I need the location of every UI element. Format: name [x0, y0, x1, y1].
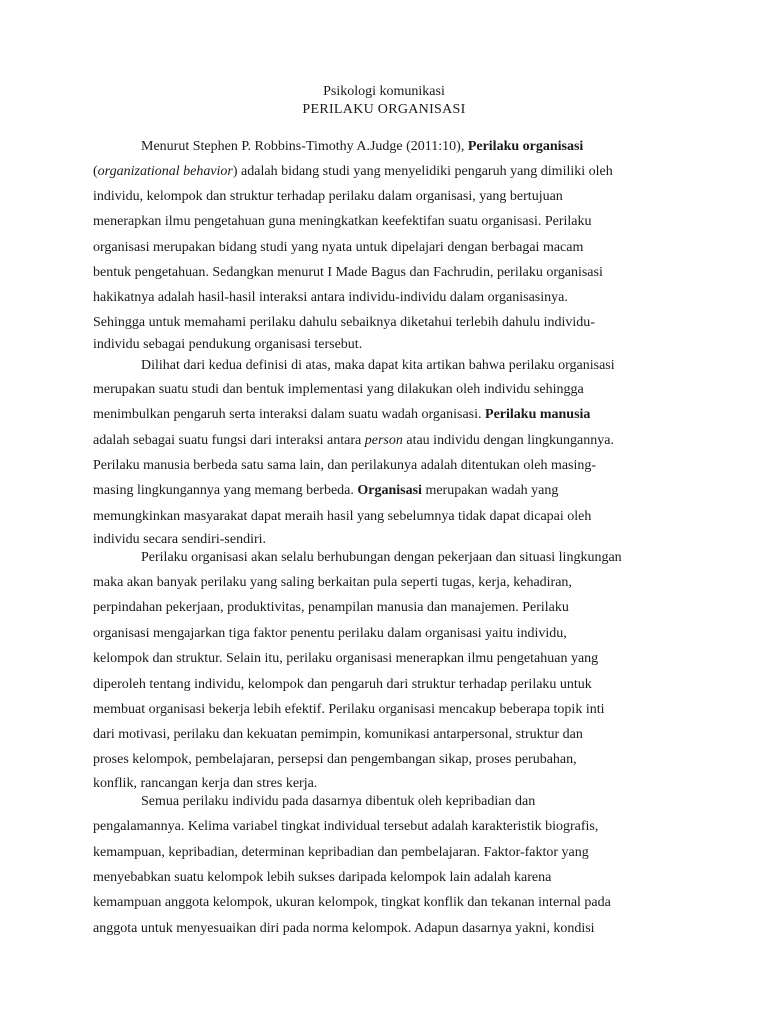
text-run: Perilaku organisasi akan selalu berhubungan dengan pekerjaan dan situasi lingkungan	[141, 550, 622, 565]
text-run: Perilaku manusia berbeda satu sama lain, dan perilakunya adalah ditentukan oleh masing-	[93, 458, 597, 473]
text-run: individu sebagai pendukung organisasi tersebut.	[93, 337, 363, 352]
text-run: memungkinkan masyarakat dapat meraih hasil yang sebelumnya tidak dapat dicapai oleh	[93, 509, 592, 524]
paragraph-line	[93, 574, 572, 591]
paragraph-line	[93, 650, 598, 667]
paragraph-line	[93, 894, 611, 911]
paragraph-line	[93, 701, 605, 718]
paragraph-line	[93, 432, 614, 449]
text-run: individu secara sendiri-sendiri.	[93, 532, 267, 547]
paragraph-line	[93, 920, 595, 937]
text-run: menimbulkan pengaruh serta interaksi dalam suatu wadah organisasi.	[93, 407, 486, 422]
text-run: anggota untuk menyesuaikan diri pada norma kelompok. Adapun dasarnya yakni, kondisi	[93, 921, 595, 936]
text-run: adalah sebagai suatu fungsi dari interaksi antara	[93, 433, 365, 448]
text-run: membuat organisasi bekerja lebih efektif. Perilaku organisasi mencakup beberapa topik inti	[93, 702, 605, 717]
paragraph-line	[93, 336, 362, 353]
text-run: Semua perilaku individu pada dasarnya dibentuk oleh kepribadian dan	[141, 794, 536, 809]
paragraph-line	[93, 625, 567, 642]
paragraph-line	[93, 239, 583, 256]
paragraph-line	[141, 793, 535, 810]
paragraph-line	[93, 869, 551, 886]
text-run: dari motivasi, perilaku dan kekuatan pemimpin, komunikasi antarpersonal, struktur dan	[93, 727, 583, 742]
text-run: bentuk pengetahuan. Sedangkan menurut I Made Bagus dan Fachrudin, perilaku organisasi	[93, 265, 603, 280]
text-run: (	[93, 164, 98, 179]
text-run: Dilihat dari kedua definisi di atas, maka dapat kita artikan bahwa perilaku organisasi	[141, 358, 615, 373]
text-run: kemampuan anggota kelompok, ukuran kelompok, tingkat konflik dan tekanan internal pada	[93, 895, 611, 910]
document-title: Psikologi komunikasi	[323, 84, 445, 99]
paragraph-line	[93, 188, 563, 205]
text-run: maka akan banyak perilaku yang saling berkaitan pula seperti tugas, kerja, kehadiran,	[93, 575, 572, 590]
paragraph-line	[141, 549, 622, 566]
text-run: Sehingga untuk memahami perilaku dahulu sebaiknya diketahui terlebih dahulu individu-	[93, 315, 595, 330]
text-run: ) adalah bidang studi yang menyelidiki pengaruh yang dimiliki oleh	[232, 164, 613, 179]
text-run: menerapkan ilmu pengetahuan guna meningkatkan keefektifan suatu organisasi. Perilaku	[93, 214, 592, 229]
paragraph-line	[93, 457, 596, 474]
paragraph-line	[93, 508, 591, 525]
paragraph-line	[93, 406, 590, 423]
paragraph-line	[93, 314, 595, 331]
text-run: individu, kelompok dan struktur terhadap perilaku dalam organisasi, yang bertujuan	[93, 189, 563, 204]
bold-term: Perilaku organisasi	[467, 139, 584, 154]
text-run: konflik, rancangan kerja dan stres kerja.	[93, 776, 318, 791]
text-run: organisasi merupakan bidang studi yang nyata untuk dipelajari dengan berbagai macam	[93, 240, 584, 255]
paragraph-line	[93, 531, 266, 548]
text-run: organisasi mengajarkan tiga faktor penentu perilaku dalam organisasi yaitu individu,	[93, 626, 567, 641]
paragraph-line	[93, 163, 613, 180]
text-run: merupakan wadah yang	[421, 483, 559, 498]
paragraph-line	[93, 775, 317, 792]
paragraph-line	[93, 213, 592, 230]
document-subtitle: PERILAKU ORGANISASI	[302, 102, 466, 117]
text-run: kemampuan, kepribadian, determinan kepribadian dan pembelajaran. Faktor-faktor yang	[93, 845, 589, 860]
paragraph-line	[141, 357, 615, 374]
text-run: kelompok dan struktur. Selain itu, perilaku organisasi menerapkan ilmu pengetahuan yang	[93, 651, 599, 666]
paragraph-line	[141, 138, 583, 155]
paragraph-line	[93, 381, 584, 398]
paragraph-line	[93, 844, 589, 861]
paragraph-line	[93, 264, 603, 281]
text-run: diperoleh tentang individu, kelompok dan pengaruh dari struktur terhadap perilaku untuk	[93, 677, 592, 692]
paragraph-line	[93, 482, 558, 499]
italic-term: organizational behavior	[97, 164, 233, 179]
bold-term: Organisasi	[357, 483, 422, 498]
text-run: menyebabkan suatu kelompok lebih sukses daripada kelompok lain adalah karena	[93, 870, 552, 885]
text-run: proses kelompok, pembelajaran, persepsi dan pengembangan sikap, proses perubahan,	[93, 752, 577, 767]
text-run: perpindahan pekerjaan, produktivitas, penampilan manusia dan manajemen. Perilaku	[93, 600, 569, 615]
paragraph-line	[93, 818, 598, 835]
paragraph-line	[93, 289, 568, 306]
paragraph-line	[93, 726, 583, 743]
text-run: atau individu dengan lingkungannya.	[402, 433, 614, 448]
paragraph-line	[93, 751, 577, 768]
italic-term: person	[364, 433, 403, 448]
text-run: hakikatnya adalah hasil-hasil interaksi antara individu-individu dalam organisasinya.	[93, 290, 568, 305]
text-run: Menurut Stephen P. Robbins-Timothy A.Judge (2011:10),	[141, 139, 468, 154]
text-run: merupakan suatu studi dan bentuk implementasi yang dilakukan oleh individu sehingga	[93, 382, 584, 397]
paragraph-line	[93, 676, 592, 693]
paragraph-line	[93, 599, 569, 616]
bold-term: Perilaku manusia	[485, 407, 591, 422]
text-run: masing lingkungannya yang memang berbeda.	[93, 483, 358, 498]
text-run: pengalamannya. Kelima variabel tingkat individual tersebut adalah karakteristik biografis,	[93, 819, 599, 834]
